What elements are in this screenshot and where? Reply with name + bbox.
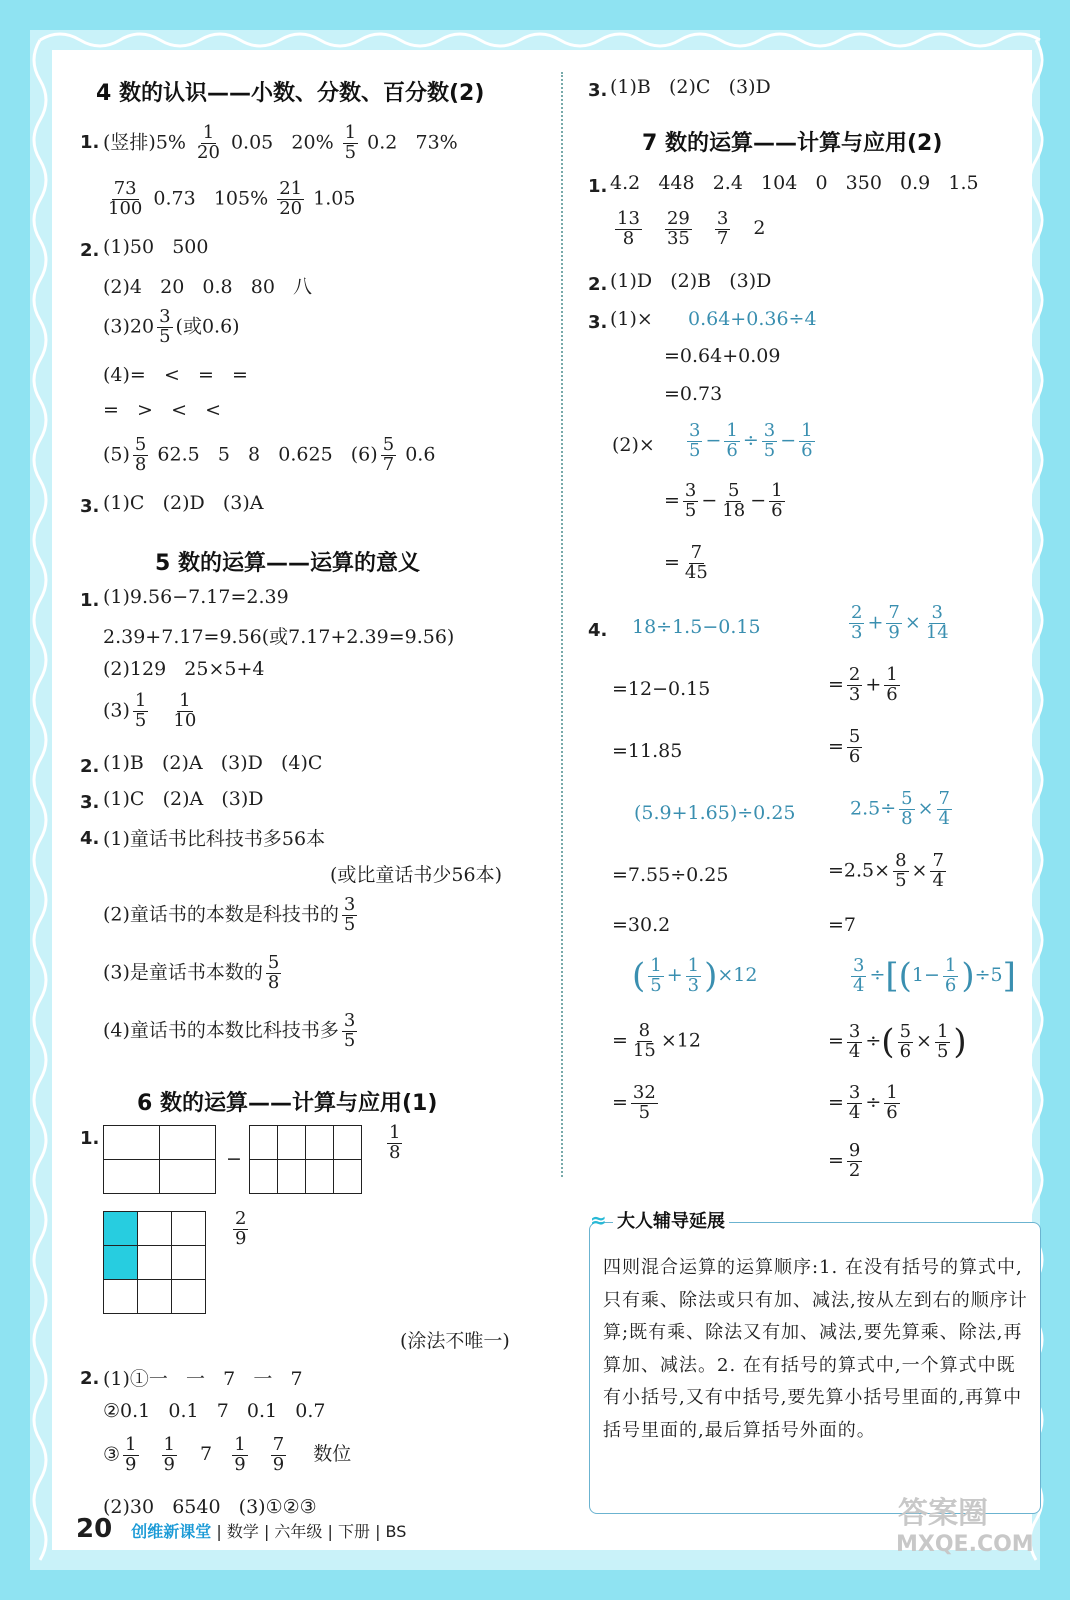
denominator: 4 [938, 807, 950, 829]
numerator: 1 [163, 1434, 175, 1455]
numerator: 3 [684, 480, 697, 501]
s5-q4-4 [103, 1012, 360, 1051]
watermark-logo: 答案圈 [898, 1496, 988, 1531]
denominator: 8 [134, 453, 147, 475]
fraction [769, 482, 784, 521]
denominator: 15 [632, 1039, 656, 1061]
numerator: 1 [726, 420, 738, 441]
calc-b-step1: = $\frac{2}{3}$ + $\frac{1}{6}$ [828, 664, 898, 705]
numerator: 3 [848, 1020, 861, 1042]
denominator: 35 [666, 227, 690, 249]
s5-q2-label: 2. [80, 756, 100, 777]
text: 62.5 5 8 0.625 (6) [157, 443, 378, 466]
denominator: 20 [197, 141, 220, 163]
cell [138, 1280, 172, 1314]
fraction [277, 180, 304, 219]
denominator: 3 [687, 974, 700, 996]
fraction [133, 692, 148, 731]
denominator: 6 [726, 439, 738, 461]
numerator: 3 [931, 602, 943, 623]
fraction [686, 954, 701, 996]
denominator: 20 [279, 197, 303, 219]
numerator: 9 [848, 1140, 861, 1161]
calc-e-step2: = $\frac{32}{5}$ [612, 1082, 656, 1123]
s7-q3-2s2: = $\frac{7}{45}$ [664, 542, 708, 583]
numerator: 1 [886, 1082, 898, 1103]
grid-ninths [103, 1211, 206, 1314]
numerator: 8 [895, 850, 907, 871]
denominator: 9 [235, 1227, 247, 1249]
s5-q1-2: (2)129 25×5+4 [103, 658, 265, 680]
calc-f-step3: = $\frac{9}{2}$ [828, 1140, 861, 1181]
text: ×12 [717, 964, 758, 986]
fraction [157, 308, 172, 347]
s7-q3-2a: (2)× [612, 434, 655, 456]
text: 7 [200, 1443, 213, 1466]
denominator: 6 [944, 974, 957, 996]
numerator: 3 [716, 208, 729, 229]
cell [306, 1160, 334, 1194]
s4-q2-5 [103, 436, 435, 475]
numerator: 2 [848, 664, 861, 685]
cell [104, 1280, 138, 1314]
fraction [847, 666, 862, 705]
text: ×12 [660, 1029, 701, 1052]
numerator: 3 [343, 894, 356, 915]
fraction [687, 422, 702, 461]
text: (或0.6) [175, 315, 240, 338]
s7-q3-2s1: = $\frac{3}{5}$ − $\frac{5}{18}$ − $\frac{1}{6}$ [664, 480, 783, 521]
brand-name: 创维新课堂 [131, 1522, 212, 1541]
parent-tip-body: 四则混合运算的运算顺序:1. 在没有括号的算式中,只有乘、除法或只有加、减法,按从左到右的顺序计算;既有乘、除法又有加、减法,要先算乘、除法,再算加、减法。2. 在有括号的算式中,一个算式中既有小括号,又有中括号,要先算小括号里面的,再算中括号里面的,最后算括号外面的。 [603, 1257, 1028, 1441]
numerator: 1 [202, 122, 215, 143]
numerator: 3 [689, 420, 701, 441]
s5-q3: (1)C (2)A (3)D [103, 788, 264, 810]
denominator: 7 [382, 453, 395, 475]
s6-note: (涂法不唯一) [400, 1330, 510, 1352]
fraction [162, 1436, 177, 1475]
cell [104, 1160, 160, 1194]
fraction [851, 954, 866, 996]
denominator: 4 [848, 1040, 861, 1062]
footer [76, 1514, 406, 1544]
text: 数位 [313, 1443, 352, 1466]
denominator: 5 [895, 869, 907, 891]
s5-q1-3 [103, 692, 201, 731]
denominator: 5 [684, 499, 697, 521]
denominator: 4 [853, 974, 865, 996]
section-7-title: 7 数的运算——计算与应用(2) [642, 131, 943, 156]
s7-q3-1expr: 0.64+0.36÷4 [688, 308, 817, 330]
section-4-title: 4 数的认识——小数、分数、百分数(2) [96, 81, 485, 106]
numerator: 1 [650, 954, 662, 976]
s5-q4-3 [103, 954, 284, 993]
numerator: 1 [801, 420, 813, 441]
fraction [924, 604, 951, 643]
fraction [342, 896, 357, 935]
numerator: 1 [389, 1122, 401, 1143]
numerator: 5 [901, 788, 913, 809]
s5-q1-1: (1)9.56−7.17=2.39 [103, 586, 289, 608]
calc-e-expr: ( $\frac{1}{5}$ + $\frac{1}{3}$ )×12 [632, 954, 758, 996]
denominator: 9 [125, 1453, 137, 1475]
denominator: 8 [267, 971, 280, 993]
fraction [106, 180, 144, 219]
section-5-title: 5 数的运算——运算的意义 [155, 551, 420, 576]
numerator: 3 [159, 306, 171, 327]
s4-q3: (1)C (2)D (3)A [103, 492, 264, 514]
text: ÷5 [974, 964, 1003, 986]
s6-q2-3 [103, 1436, 351, 1475]
fraction [893, 852, 908, 891]
text: (3)是童话书本数的 [103, 961, 263, 984]
s5-q4-1b: (或比童话书少56本) [330, 864, 503, 886]
s4-q2-2: (2)4 20 0.8 80 八 [103, 276, 313, 298]
text: (3) [103, 699, 130, 722]
cell [250, 1160, 278, 1194]
denominator: 5 [134, 709, 147, 731]
numerator: 7 [932, 850, 944, 871]
text: ③ [103, 1443, 121, 1466]
fraction [665, 210, 692, 249]
denominator: 9 [888, 621, 900, 643]
denominator: 5 [689, 439, 701, 461]
denominator: 5 [650, 974, 662, 996]
text: (4)童话书的本数比科技书多 [103, 1019, 339, 1042]
answer-two-ninths [230, 1210, 251, 1249]
fraction [232, 1436, 247, 1475]
numerator: 5 [382, 434, 395, 455]
denominator: 6 [848, 745, 861, 767]
s6-q2-label: 2. [80, 1368, 100, 1389]
cell [172, 1212, 206, 1246]
r3-text: (1)B (2)C (3)D [610, 76, 771, 98]
calc-f-step2: = $\frac{3}{4}$ ÷ $\frac{1}{6}$ [828, 1082, 898, 1123]
denominator: 6 [886, 683, 898, 705]
fraction [930, 852, 945, 891]
fraction [899, 790, 914, 829]
numerator: 2 [235, 1208, 247, 1229]
denominator: 8 [622, 227, 635, 249]
fraction [884, 666, 899, 705]
fraction [233, 1210, 248, 1249]
s7-q3-2expr: $\frac{3}{5}$ − $\frac{1}{6}$ ÷ $\frac{3}{5}$ − $\frac{1}{6}$ [689, 420, 813, 461]
s7-q1-line2 [612, 210, 766, 249]
numerator: 5 [728, 480, 740, 501]
fraction [171, 692, 198, 731]
fraction [799, 422, 814, 461]
shaded-cell [104, 1246, 138, 1280]
numerator: 21 [279, 178, 303, 199]
denominator: 6 [899, 1040, 912, 1062]
s6-q2-1: (1)①一 一 7 一 7 [103, 1368, 303, 1390]
cell [104, 1126, 160, 1160]
numerator: 1 [771, 480, 783, 501]
fraction [271, 1436, 286, 1475]
s7-q2-label: 2. [588, 274, 608, 295]
calc-a-step2: =11.85 [612, 740, 683, 762]
calc-f-step1: = $\frac{3}{4}$ ÷( $\frac{5}{6}$ × $\frac{1}{5}$ ) [828, 1020, 967, 1062]
denominator: 7 [716, 227, 729, 249]
numerator: 3 [853, 954, 865, 976]
denominator: 5 [343, 1029, 356, 1051]
fraction [724, 422, 739, 461]
numerator: 2 [851, 602, 863, 623]
answer-one-eighth [384, 1124, 405, 1163]
denominator: 45 [684, 561, 708, 583]
grid-eighths-b [249, 1125, 362, 1194]
page-number: 20 [76, 1514, 113, 1544]
fraction [133, 436, 148, 475]
numerator: 32 [632, 1082, 656, 1103]
denominator: 18 [722, 499, 746, 521]
numerator: 1 [344, 122, 357, 143]
numerator: 3 [848, 1082, 861, 1103]
text: (竖排)5% [103, 131, 186, 154]
fraction [648, 954, 663, 996]
numerator: 8 [638, 1020, 651, 1041]
denominator: 9 [234, 1453, 246, 1475]
cell [172, 1280, 206, 1314]
numerator: 5 [134, 434, 147, 455]
denominator: 8 [389, 1141, 401, 1163]
s5-q3-label: 3. [80, 792, 100, 813]
cell [334, 1160, 362, 1194]
calc-b-expr: $\frac{2}{3}$ + $\frac{7}{9}$ × $\frac{3}{14}$ [851, 602, 949, 643]
s5-q4-2 [103, 896, 360, 935]
calc-d-expr: 2.5÷ $\frac{5}{8}$ × $\frac{7}{4}$ [850, 788, 950, 829]
s4-q2-4a: (4)= < = = [103, 364, 248, 386]
s4-q2-4b: = > < < [103, 399, 222, 421]
denominator: 8 [901, 807, 913, 829]
numerator: 1 [886, 664, 898, 685]
numerator: 5 [848, 726, 861, 747]
s4-q1-line2 [103, 180, 355, 219]
fraction [123, 1436, 138, 1475]
s7-q3-label: 3. [588, 312, 608, 333]
numerator: 1 [687, 954, 700, 976]
fraction [884, 1084, 899, 1123]
denominator: 14 [925, 621, 949, 643]
s4-q2-1: (1)50 500 [103, 236, 209, 258]
fraction [935, 1020, 950, 1062]
calc-a-expr: 18÷1.5−0.15 [632, 616, 761, 638]
numerator: 3 [763, 420, 776, 441]
denominator: 5 [343, 913, 356, 935]
s7-q3-1a: (1)× [610, 308, 653, 330]
numerator: 1 [134, 690, 147, 711]
numerator: 5 [267, 952, 280, 973]
s5-q1-1b: 2.39+7.17=9.56(或7.17+2.39=9.56) [103, 626, 455, 648]
text: (2)童话书的本数是科技书的 [103, 903, 339, 926]
denominator: 6 [801, 439, 813, 461]
s5-q1-label: 1. [80, 590, 100, 611]
denominator: 9 [272, 1453, 285, 1475]
denominator: 9 [163, 1453, 175, 1475]
r3-label: 3. [588, 80, 608, 101]
wave-icon: ≈ [590, 1208, 607, 1232]
numerator: 1 [936, 1020, 949, 1042]
minus-sign: − [226, 1148, 242, 1170]
numerator: 7 [690, 542, 703, 563]
numerator: 3 [343, 1010, 356, 1031]
fraction [195, 124, 222, 163]
calc-c-step1: =7.55÷0.25 [612, 864, 729, 886]
cell [334, 1126, 362, 1160]
section-6-title: 6 数的运算——计算与应用(1) [137, 1091, 438, 1116]
denominator: 10 [173, 709, 197, 731]
denominator: 5 [344, 141, 357, 163]
text: (5) [103, 443, 130, 466]
denominator: 6 [771, 499, 783, 521]
cell [160, 1160, 216, 1194]
calc-f-expr: $\frac{3}{4}$ ÷[(1− $\frac{1}{6}$ )÷5] [853, 954, 1016, 996]
fraction [631, 1084, 658, 1123]
cell [138, 1246, 172, 1280]
text: 0.2 73% [367, 131, 458, 154]
s7-q1-line1: 4.2 448 2.4 104 0 350 0.9 1.5 [610, 172, 979, 194]
s6-q2-2: ②0.1 0.1 7 0.1 0.7 [103, 1400, 326, 1422]
numerator: 1 [125, 1434, 137, 1455]
numerator: 1 [179, 690, 191, 711]
fraction [343, 124, 358, 163]
fraction [615, 210, 642, 249]
text: 1.05 [313, 187, 356, 210]
cell [278, 1160, 306, 1194]
parent-tip-title: 大人辅导延展 [613, 1211, 729, 1232]
text: 0.05 20% [230, 131, 334, 154]
cell [278, 1126, 306, 1160]
fraction [847, 1142, 862, 1181]
denominator: 5 [763, 439, 776, 461]
s7-q1-label: 1. [588, 176, 608, 197]
footer-info: | 数学 | 六年级 | 下册 | BS [216, 1522, 407, 1541]
fraction [631, 1022, 658, 1061]
numerator: 13 [617, 208, 640, 229]
denominator: 4 [932, 869, 944, 891]
s4-q1-label: 1. [80, 132, 100, 153]
s6-q2-4: (2)30 6540 (3)①②③ [103, 1496, 317, 1518]
text: 2.5÷ [850, 797, 897, 820]
numerator: 7 [938, 788, 950, 809]
text: 2 [753, 217, 766, 240]
fraction [943, 954, 958, 996]
denominator: 2 [848, 1159, 861, 1181]
numerator: 73 [113, 178, 137, 199]
s7-q3-1s2: =0.73 [664, 383, 723, 405]
denominator: 5 [936, 1040, 949, 1062]
numerator: 5 [899, 1020, 912, 1042]
fraction [847, 1084, 862, 1123]
parent-tip-header [590, 1207, 729, 1233]
fraction [762, 422, 777, 461]
denominator: 3 [848, 683, 861, 705]
denominator: 3 [851, 621, 863, 643]
calc-e-step1: = $\frac{8}{15}$ ×12 [612, 1020, 701, 1061]
numerator: 7 [272, 1434, 285, 1455]
s7-q4-label: 4. [588, 620, 608, 641]
text: (3)20 [103, 315, 155, 338]
fraction [898, 1020, 913, 1062]
text: =2.5× [828, 859, 891, 882]
fraction [266, 954, 281, 993]
denominator: 5 [159, 325, 171, 347]
fraction [847, 728, 862, 767]
calc-c-expr: (5.9+1.65)÷0.25 [634, 802, 796, 824]
cell [138, 1212, 172, 1246]
cell [172, 1246, 206, 1280]
text: 0.6 [405, 443, 436, 466]
s5-q4-label: 4. [80, 828, 100, 849]
s4-q1-line1 [103, 124, 458, 163]
cell [250, 1126, 278, 1160]
numerator: 7 [888, 602, 900, 623]
denominator: 5 [638, 1101, 651, 1123]
cell [306, 1126, 334, 1160]
numerator: 1 [234, 1434, 246, 1455]
denominator: 6 [886, 1101, 898, 1123]
denominator: 4 [848, 1101, 861, 1123]
shaded-cell [104, 1212, 138, 1246]
fraction [886, 604, 901, 643]
s5-q2: (1)B (2)A (3)D (4)C [103, 752, 323, 774]
s5-q4-1: (1)童话书比科技书多56本 [103, 828, 326, 850]
fraction [849, 604, 864, 643]
calc-d-step2: =7 [828, 914, 857, 936]
calc-b-step2: = $\frac{5}{6}$ [828, 726, 861, 767]
calc-a-step1: =12−0.15 [612, 678, 711, 700]
fraction [715, 210, 730, 249]
s4-q2-3 [103, 308, 240, 347]
fraction [381, 436, 396, 475]
fraction [720, 482, 747, 521]
denominator: 100 [108, 197, 143, 219]
numerator: 1 [944, 954, 957, 976]
fraction [342, 1012, 357, 1051]
s7-q3-1s1: =0.64+0.09 [664, 345, 781, 367]
fraction [683, 482, 698, 521]
text: 0.73 105% [153, 187, 269, 210]
fraction [937, 790, 952, 829]
s7-q2: (1)D (2)B (3)D [610, 270, 772, 292]
fraction [683, 544, 710, 583]
calc-c-step2: =30.2 [612, 914, 671, 936]
fraction [847, 1020, 862, 1062]
numerator: 29 [666, 208, 690, 229]
watermark-url: MXQE.COM [896, 1532, 1034, 1557]
s4-q2-label: 2. [80, 240, 100, 261]
column-divider [561, 72, 563, 1177]
calc-d-step1: =2.5× $\frac{8}{5}$ × $\frac{7}{4}$ [828, 850, 944, 891]
cell [160, 1126, 216, 1160]
fraction [387, 1124, 402, 1163]
s4-q3-label: 3. [80, 496, 100, 517]
grid-eighths-a [103, 1125, 216, 1194]
s6-q1-label: 1. [80, 1128, 100, 1149]
